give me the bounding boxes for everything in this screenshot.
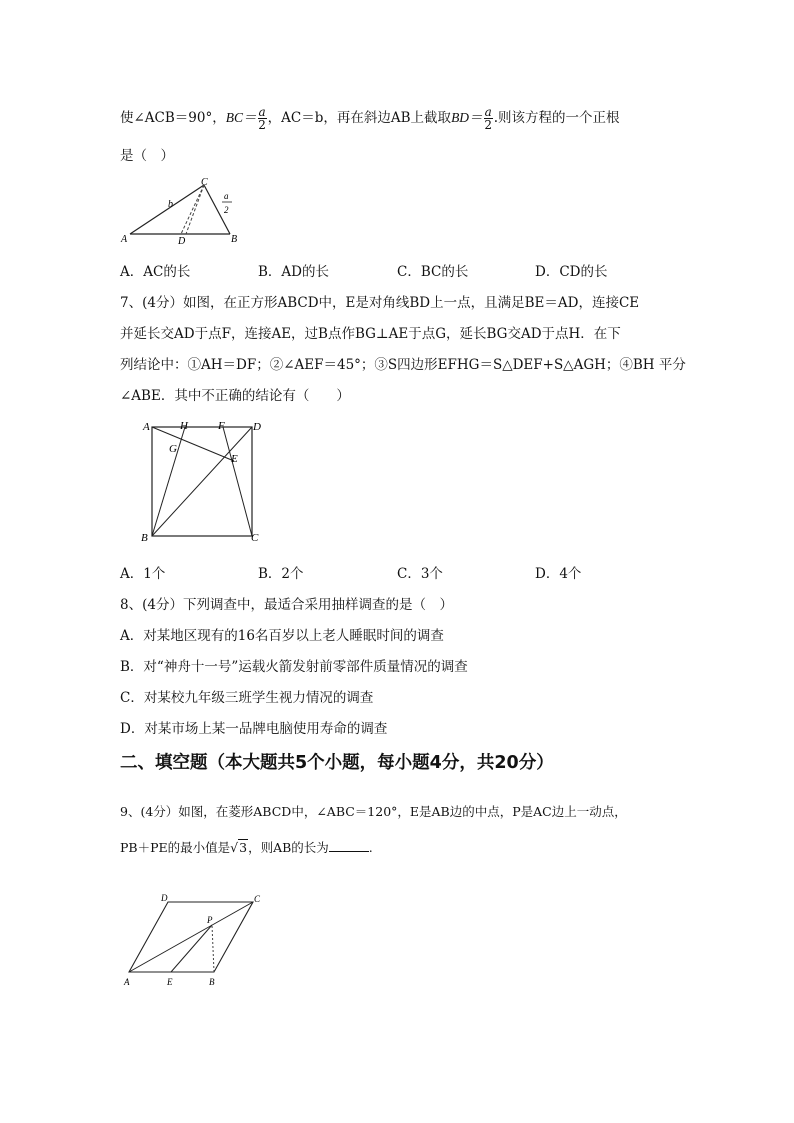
- q6-bd-label: BD＝: [451, 110, 483, 125]
- q7-label-D: D: [253, 421, 261, 433]
- q6-fraction-bc: $\frac{a}{2}$: [258, 105, 266, 132]
- q6-bc-label: BC＝: [225, 110, 257, 125]
- q9-rhombus-figure: [120, 890, 270, 990]
- q7-label-B: B: [141, 532, 148, 544]
- q6-ac-label: ，AC＝b，再在斜边AB上截取: [267, 110, 452, 126]
- q9-line2-end: .: [368, 840, 373, 855]
- q6-line1-suffix: .则该方程的一个正根: [493, 110, 620, 126]
- q7-label-A: A: [143, 421, 150, 433]
- q6-label-a: a: [224, 191, 229, 201]
- q6-choice-c: C．BC的长: [397, 264, 469, 280]
- q7-line2: 并延长交AD于点F，连接AE，过B点作BG⊥AE于点G，延长BG交AD于点H．在下: [120, 326, 621, 342]
- q6-label-D: D: [178, 236, 186, 246]
- q9-label-A: A: [124, 977, 130, 987]
- q7-choice-d: D．4个: [535, 566, 582, 582]
- q9-label-B: B: [209, 977, 215, 987]
- q7-square-figure: [138, 415, 268, 545]
- q9-answer-blank: [329, 851, 369, 852]
- section-title: 二、填空题（本大题共5个小题，每小题4分，共20分）: [120, 753, 554, 773]
- q9-label-E: E: [167, 977, 173, 987]
- q7-choice-c: C．3个: [397, 566, 443, 582]
- q6-fraction-bd: $\frac{a}{2}$: [484, 105, 492, 132]
- q7-label-F: F: [218, 420, 225, 432]
- q9-label-C: C: [254, 894, 261, 904]
- q8-option-a: A．对某地区现有的16名百岁以上老人睡眠时间的调查: [120, 628, 444, 644]
- q6-choice-d: D．CD的长: [535, 264, 608, 280]
- q9-sqrt: √3: [230, 840, 248, 855]
- q6-line1-prefix: 使∠ACB＝90°，: [120, 110, 226, 126]
- q6-label-B: B: [231, 234, 238, 245]
- q7-label-H: H: [180, 420, 188, 432]
- q7-label-G: G: [169, 443, 177, 455]
- q6-label-2: 2: [224, 205, 229, 215]
- q6-label-b: b: [168, 199, 173, 210]
- q7-line3: 列结论中：①AH＝DF；②∠AEF＝45°；③S四边形EFHG＝S△DEF+S△AGH；④BH 平分: [120, 357, 686, 373]
- q9-line1: 9、(4分）如图，在菱形ABCD中，∠ABC＝120°，E是AB边的中点，P是AC边上一动点，: [120, 804, 627, 819]
- q9-label-D: D: [161, 893, 168, 903]
- q9-line2-prefix: PB＋PE的最小值是: [120, 840, 231, 855]
- q9-line2-suffix: ，则AB的长为: [248, 840, 329, 855]
- q6-line1: [120, 106, 620, 131]
- q6-triangle-figure: [118, 176, 248, 246]
- q6-choice-a: A．AC的长: [120, 264, 191, 280]
- q7-choice-a: A．1个: [120, 566, 166, 582]
- q8-option-b: B．对“神舟十一号”运载火箭发射前零部件质量情况的调查: [120, 659, 468, 675]
- q8-option-d: D．对某市场上某一品牌电脑使用寿命的调查: [120, 721, 388, 737]
- q7-choice-b: B．2个: [258, 566, 304, 582]
- q6-label-A: A: [121, 234, 128, 245]
- q6-label-C: C: [201, 177, 208, 188]
- q6-choice-b: B．AD的长: [258, 264, 329, 280]
- q7-line4: ∠ABE．其中不正确的结论有（ ）: [120, 388, 350, 404]
- q7-label-C: C: [251, 532, 259, 544]
- q6-line2: 是（ ）: [120, 148, 174, 164]
- q7-label-E: E: [231, 453, 238, 465]
- q9-label-P: P: [207, 915, 213, 925]
- q8-option-c: C．对某校九年级三班学生视力情况的调查: [120, 690, 374, 706]
- q7-line1: 7、(4分）如图，在正方形ABCD中，E是对角线BD上一点，且满足BE＝AD，连接CE: [120, 295, 640, 311]
- q8-stem: 8、(4分）下列调查中，最适合采用抽样调查的是（ ）: [120, 597, 453, 613]
- q9-line2: [120, 838, 373, 856]
